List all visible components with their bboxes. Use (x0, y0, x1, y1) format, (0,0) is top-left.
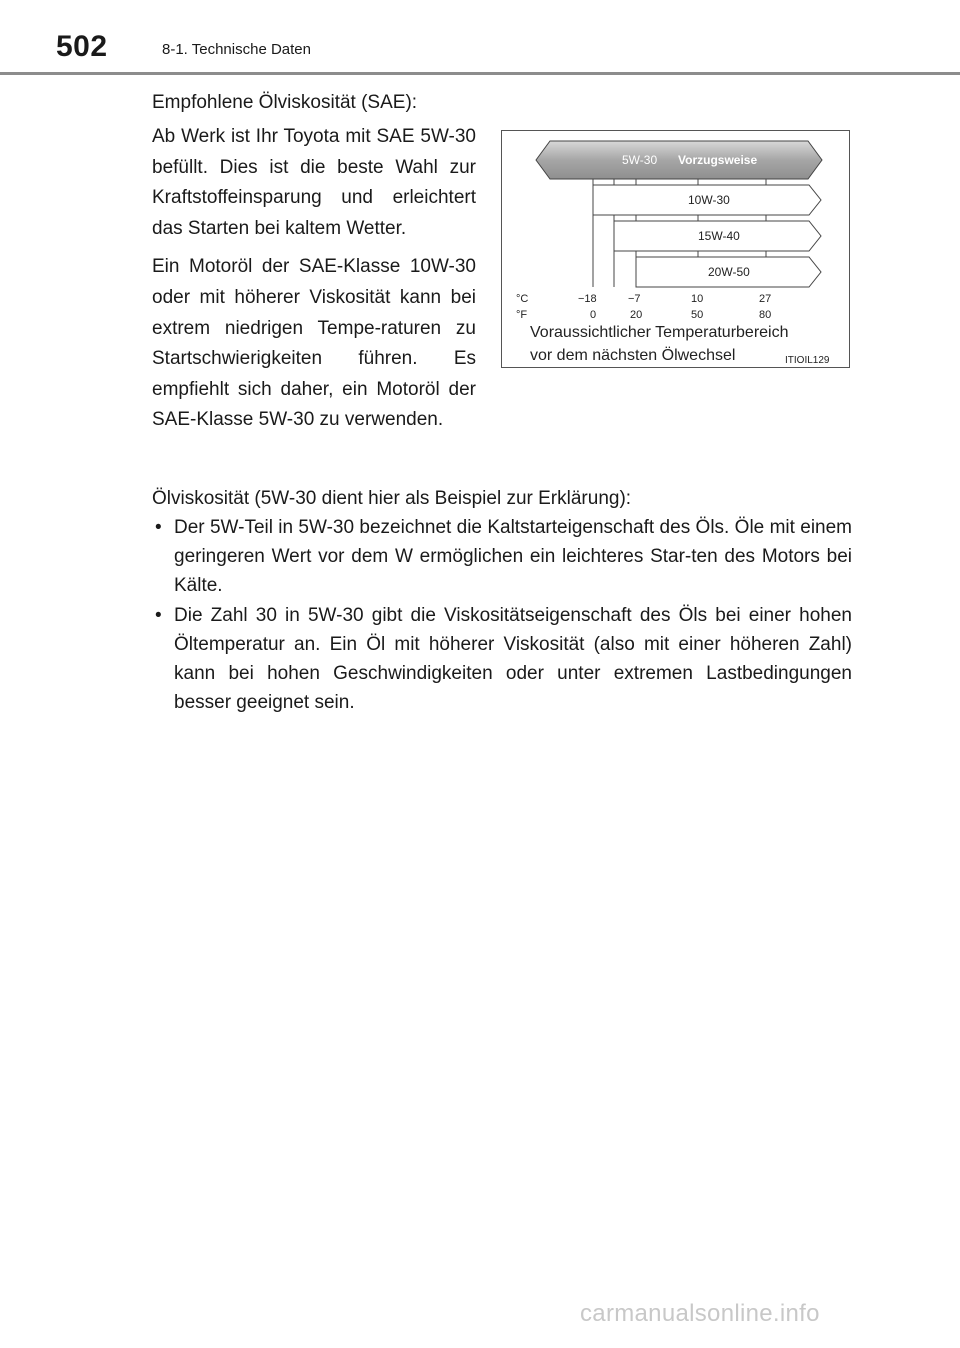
bar-label-10w30: 10W-30 (688, 193, 730, 207)
figure-caption-line-2: vor dem nächsten Ölwechsel (530, 347, 736, 364)
fahrenheit-tick: 80 (759, 309, 772, 321)
figure-caption-line-1: Voraussichtlicher Temperaturbereich (530, 324, 789, 341)
viscosity-bullet-list (152, 513, 852, 717)
viscosity-chart (502, 131, 849, 367)
fahrenheit-unit: °F (516, 309, 528, 321)
header-rule (0, 72, 960, 75)
celsius-tick: −18 (578, 293, 597, 305)
celsius-tick: 10 (691, 293, 704, 305)
fahrenheit-tick: 50 (691, 309, 704, 321)
bar-label-20w50: 20W-50 (708, 265, 750, 279)
bullet-text-cold-start: Der 5W-Teil in 5W-30 bezeichnet die Kaltstarteigenschaft des Öls. Öle mit einem geringeren Wert vor dem W ermöglichen ein leichteres Star-ten des Motors bei Kälte. (174, 517, 852, 597)
fahrenheit-tick: 0 (590, 309, 597, 321)
viscosity-temperature-figure (501, 130, 850, 368)
bar-label-5w30: 5W-30 (622, 153, 658, 167)
celsius-tick: 27 (759, 293, 772, 305)
oil-viscosity-heading: Empfohlene Ölviskosität (SAE): (152, 92, 418, 113)
site-watermark: carmanualsonline.info (580, 1300, 820, 1327)
page-number: 502 (56, 30, 108, 63)
celsius-tick: −7 (628, 293, 641, 305)
section-title: 8-1. Technische Daten (162, 41, 311, 58)
factory-fill-paragraph: Ab Werk ist Ihr Toyota mit SAE 5W-30 befüllt. Dies ist die beste Wahl zur Kraftstoffeinsparung und erleichtert das Starten bei kaltem Wetter. (152, 126, 476, 239)
list-item (152, 601, 852, 718)
celsius-unit: °C (516, 293, 529, 305)
viscosity-explanation-intro: Ölviskosität (5W-30 dient hier als Beispiel zur Erklärung): (152, 488, 632, 509)
figure-id: ITIOIL129 (785, 355, 830, 366)
bullet-text-viscosity: Die Zahl 30 in 5W-30 gibt die Viskositätseigenschaft des Öls bei einer hohen Öltemperatur an. Ein Öl mit höherer Viskosität (also mit einer höheren Zahl) kann bei hohen Geschwindigkeiten oder unter extremen Lastbedingungen besser geeignet sein. (174, 604, 852, 714)
bar-label-15w40: 15W-40 (698, 229, 740, 243)
bullet-marker: • (155, 604, 162, 626)
preferred-tag: Vorzugsweise (678, 153, 758, 167)
bullet-marker: • (155, 517, 162, 538)
cold-start-paragraph: Ein Motoröl der SAE-Klasse 10W-30 oder mit höherer Viskosität kann bei extrem niedrigen Tempe-raturen zu Startschwierigkeiten führen. Es empfiehlt sich daher, ein Motoröl der SAE-Klasse 5W-30 zu verwenden. (152, 256, 476, 431)
intro-text-column (152, 122, 476, 444)
list-item (152, 513, 852, 601)
fahrenheit-tick: 20 (630, 309, 643, 321)
